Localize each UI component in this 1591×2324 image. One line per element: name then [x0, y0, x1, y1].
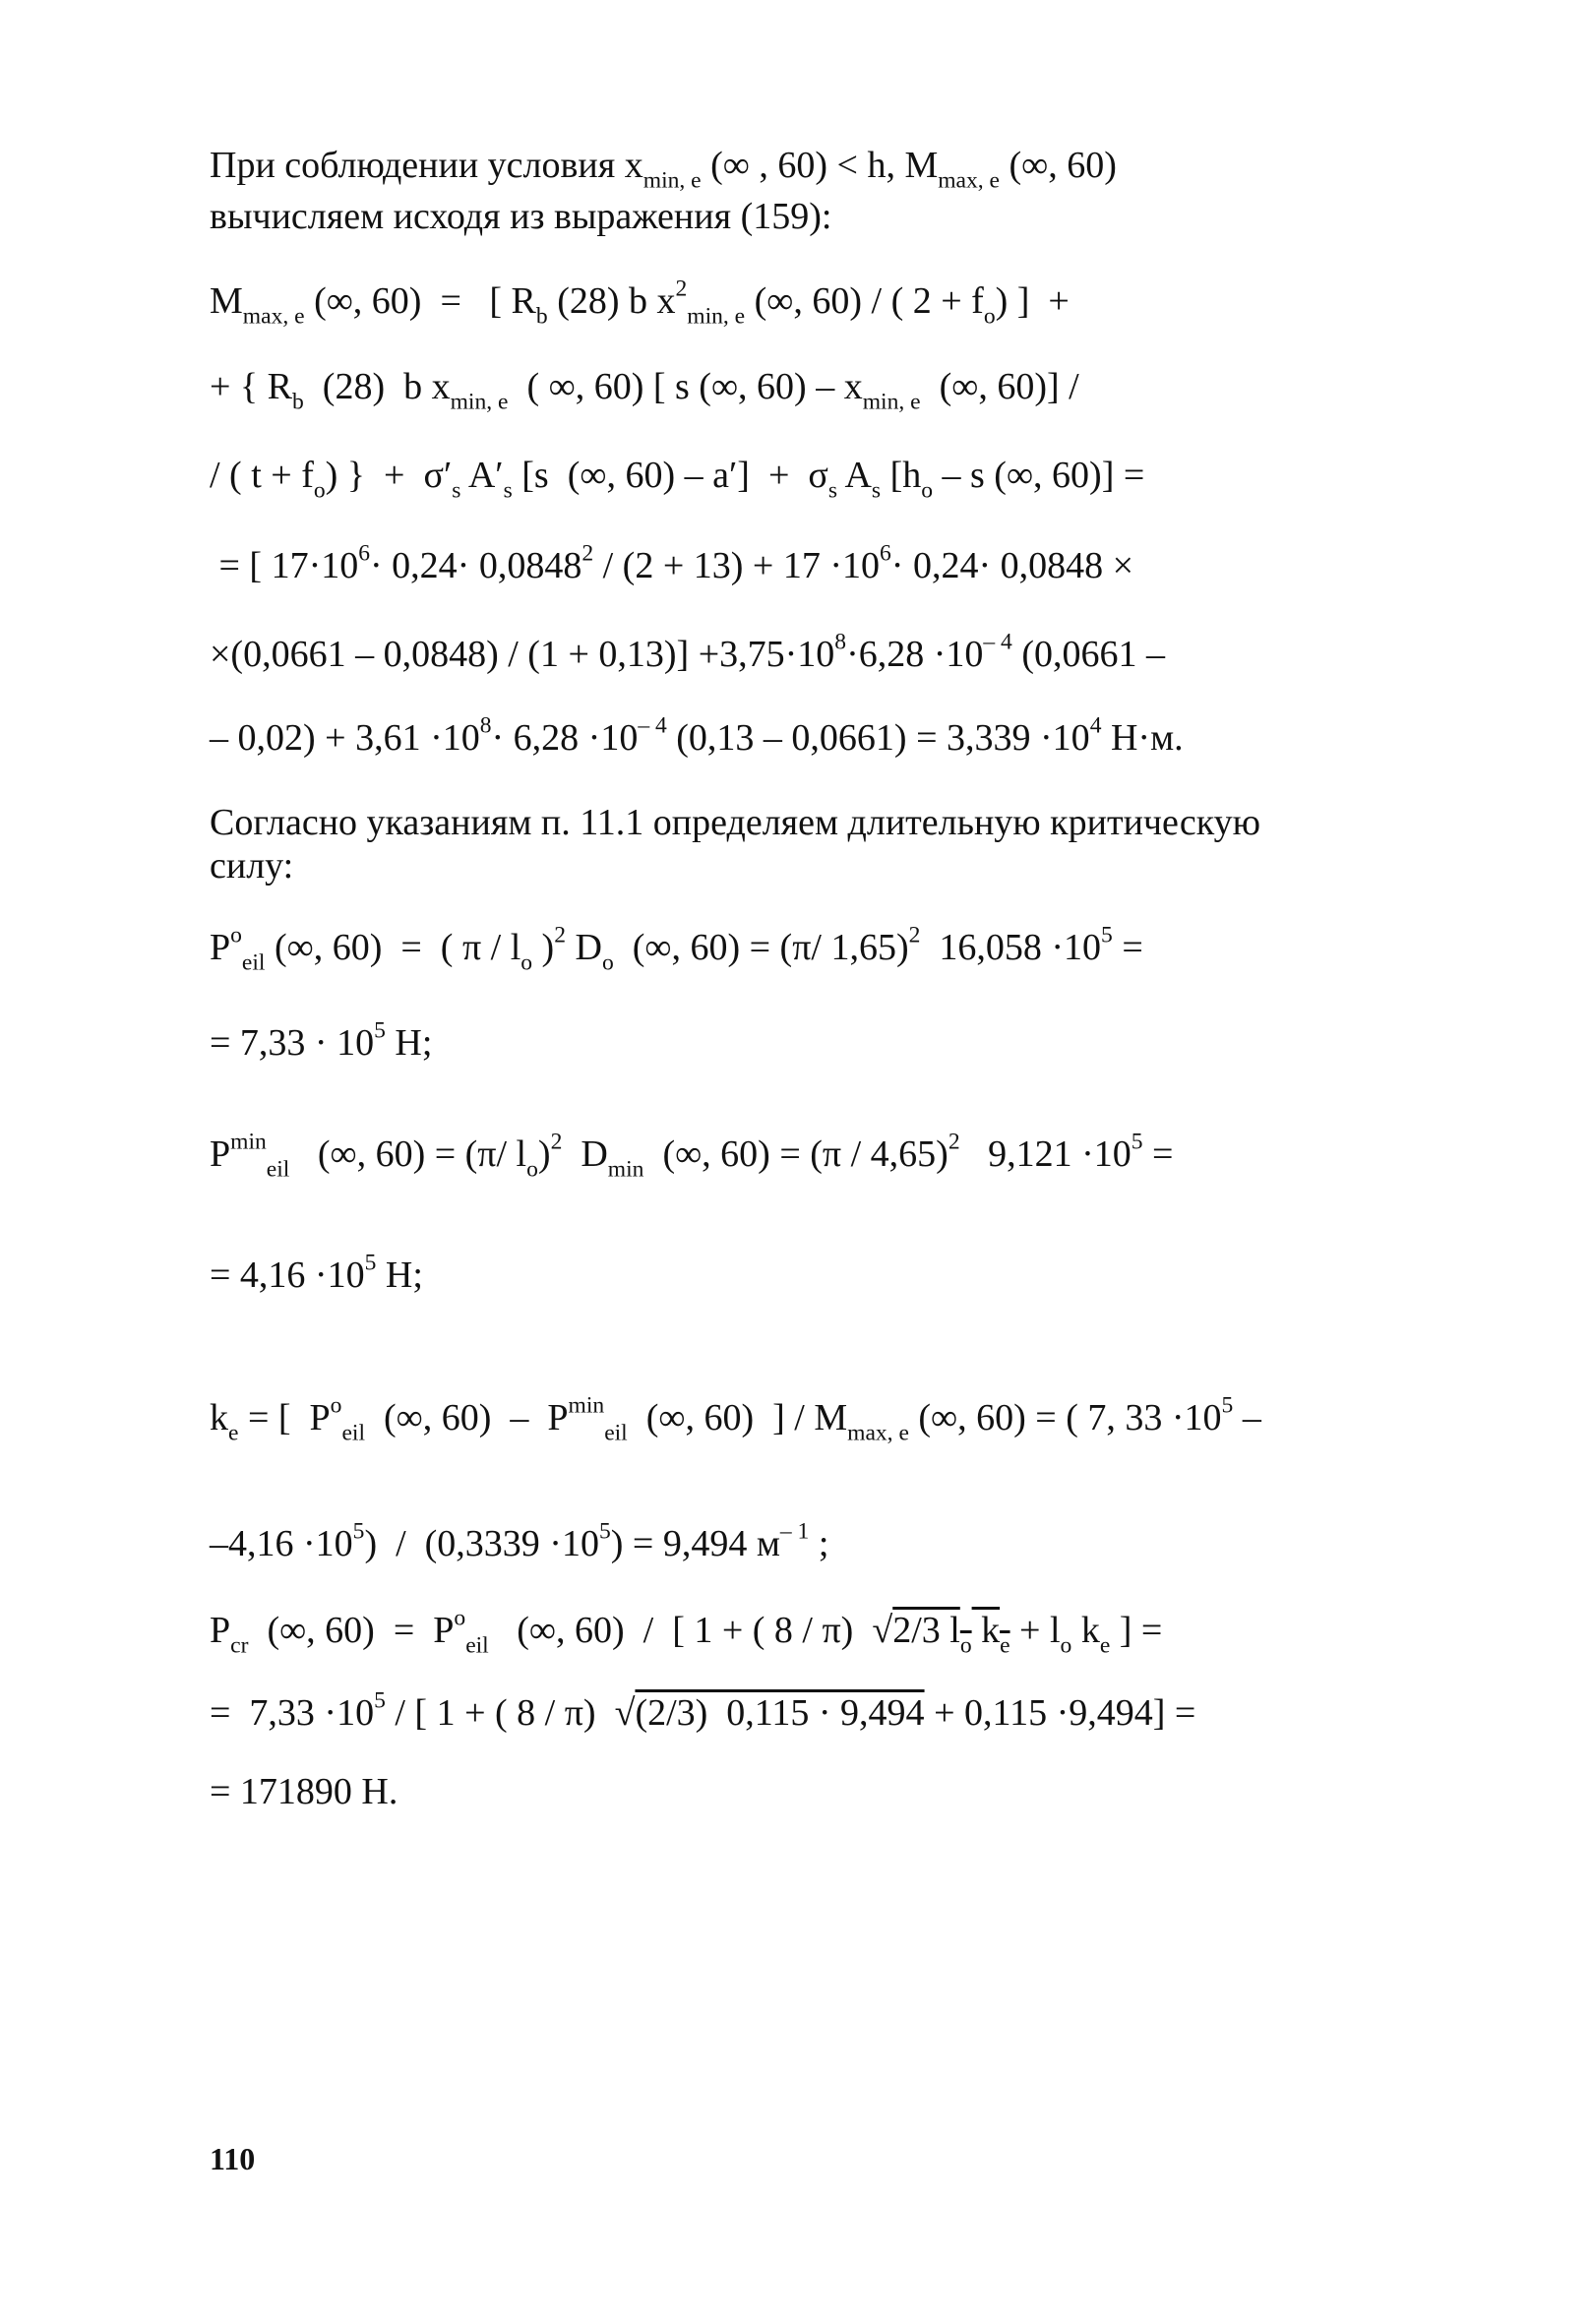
formula-line: = [ $17\cdot 10^6\cdot 0,24\cdot 0,0848^2 / (2 + 13) + 17 \cdot 10^6\cdot 0,24\cdot 0,0848$ × [210, 540, 1134, 586]
formula-line: – $0,02) + 3,61 \cdot 10^8\cdot 6,28 \cdot 10^{- 4}$ $(0,13 - 0,0661) = 3,339 \cdot 10^4$ H·м. [210, 712, 1184, 759]
formula-line: = $7,33 \cdot 10^5$ / [ 1 + ( 8 / π) √(2/3) 0,115 · 9,494 + 0,115 ·9,494] = [210, 1687, 1196, 1734]
text-line: силу: [210, 845, 294, 887]
formula-line: $P^o_{eil}$ (∞, 60) = ( π / $l_o$ )$^2$ $D_o$ (∞, 60) = (π/ 1,65)$^2$ $16,058 \cdot 10^5$ = [210, 922, 1143, 976]
formula-line: $k_e$ = [ $P^o_{eil}$ (∞, $60) - P^{min}_{eil}$ (∞, 60) ] / $M_{max, e}$ (∞, 60) = ( 7, $33 \cdot 10^5$ – [210, 1392, 1261, 1446]
formula-line: $-4,16 \cdot 10^5) / (0,3339 \cdot 10^5) = 9,494$ $м^{- 1}$ ; [210, 1518, 829, 1564]
formula-line: / ( $t + f_o$) } + $\sigma'_s$ $A'_s$ [s (∞, $60) - a'] + \sigma_s$ $A_s$ [$h_o$ – s (∞, 60)] = [210, 455, 1145, 504]
formula-line: $\times(0,0661 - 0,0848) / (1 + 0,13)] +3,75\cdot 10^8\cdot 6,28 \cdot 10^{- 4}$ (0,0661 – [210, 629, 1165, 675]
formula-line: = $4,16 \cdot 10^5$ H; [210, 1250, 423, 1296]
page-number: 110 [210, 2141, 256, 2176]
formula-line: $M_{max, e}$ (∞, 60) = [ $R_b$ (28) b $x^2_{min, e}$ (∞, 60) / ( $2 + f_o$) ] + [210, 275, 1070, 330]
formula-line: $P_{cr}$ (∞, $60) = P^o_{eil}$ (∞, 60) / [ 1 + ( 8 / π) √2/3 $l_o$ $k_e + l_o$ $k_e$ ] = [210, 1605, 1163, 1659]
text-line: вычисляем исходя из выражения (159): [210, 196, 832, 237]
formula-line: + { $R_b$ (28) b $x_{min, e}$ ( ∞, 60) [ s (∞, $60) - x_{min, e}$ (∞, 60)] / [210, 366, 1079, 415]
formula-line: = 171890 H. [210, 1771, 398, 1812]
formula-line: = $7,33 \cdot 10^5$ H; [210, 1017, 433, 1064]
text-line: Согласно указаниям п. 11.1 определяем длительную критическую [210, 802, 1261, 843]
formula-line: $P^{min}_{eil}$ (∞, 60) = (π/ $l_o)^2$ $D_{min}$ (∞, 60) = (π / 4,65)$^2$ $9,121 \cdot 10^5$ = [210, 1129, 1174, 1183]
text-line: При соблюдении условия $x_{min, e}$ (∞ , 60) < h, $M_{max, e}$ (∞, 60) [210, 145, 1117, 194]
